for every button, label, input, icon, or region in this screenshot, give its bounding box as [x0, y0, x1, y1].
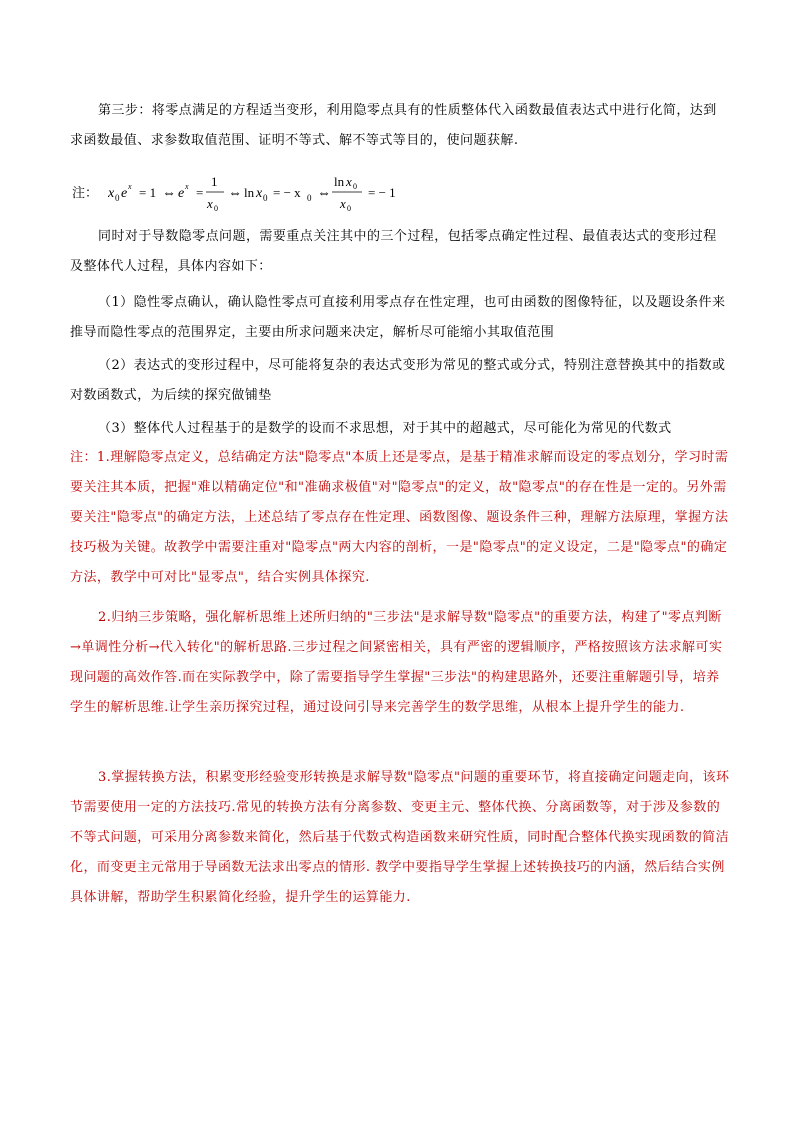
svg-text:e: e — [178, 186, 185, 201]
svg-text:1: 1 — [211, 174, 218, 189]
formula-note — [72, 170, 672, 214]
svg-text:= 1: = 1 — [139, 185, 157, 200]
paragraph-note-2: 2.归纳三步策略，强化解析思维上述所归纳的"三步法"是求解导数"隐零点"的重要方法，构建了"零点判断→单调性分析→代入转化"的解析思路.三步过程之间紧密相关，具有严密的逻辑顺序，严格按照该方法求解可实现问题的高效作答.而在实际教学中，除了需要指导学生掌握"三步法"的构建思路外，还要注重解题引导，培养学生的解析思维.让学生亲历探究过程，通过设问引导来完善学生的数学思维，从根本上提升学生的能力. — [70, 610, 723, 715]
formula-equation — [108, 170, 468, 214]
svg-text:0: 0 — [115, 193, 120, 203]
svg-text:⇔: ⇔ — [162, 186, 176, 201]
svg-text:0: 0 — [214, 204, 218, 213]
paragraph-item-3: （3）整体代人过程基于的是数学的设而不求思想，对于其中的超越式，尽可能化为常见的代数式 — [98, 421, 672, 436]
svg-text:x: x — [207, 196, 213, 211]
svg-text:x: x — [256, 186, 263, 201]
svg-text:x: x — [108, 186, 115, 201]
svg-text:= − x: = − x — [273, 185, 301, 200]
svg-text:⇔: ⇔ — [228, 186, 242, 201]
svg-text:x: x — [185, 182, 189, 191]
paragraph-item-2: （2）表达式的变形过程中，尽可能将复杂的表达式变形为常见的整式或分式，特别注意替换其中的指数或对数函数式，为后续的探究做铺垫 — [70, 358, 726, 403]
formula-label: 注： — [72, 186, 99, 201]
paragraph-item-1: （1）隐性零点确认，确认隐性零点可直接利用零点存在性定理，也可由函数的图像特征，以及题设条件来推导而隐性零点的范围界定，主要由所求问题来决定，解析尽可能缩小其取值范围 — [70, 295, 726, 340]
svg-text:0: 0 — [263, 193, 268, 203]
paragraph-intro: 同时对于导数隐零点问题，需要重点关注其中的三个过程，包括零点确定性过程、最值表达式的变形过程及整体代人过程，具体内容如下： — [70, 229, 717, 274]
svg-text:x: x — [340, 196, 346, 211]
svg-text:=: = — [196, 185, 204, 200]
svg-text:0: 0 — [307, 193, 312, 203]
paragraph-step3: 第三步：将零点满足的方程适当变形，利用隐零点具有的性质整体代入函数最值表达式中进行化简，达到求函数最值、求参数取值范围、证明不等式、解不等式等目的，使问题获解. — [70, 103, 717, 148]
svg-text:x: x — [346, 174, 352, 189]
svg-text:e: e — [121, 186, 128, 201]
svg-text:0: 0 — [347, 204, 351, 213]
svg-text:⇔: ⇔ — [317, 186, 331, 201]
svg-text:0: 0 — [353, 182, 357, 191]
paragraph-note-1: 注：1.理解隐零点定义，总结确定方法"隐零点"本质上还是零点，是基于精准求解而设定的零点划分，学习时需要关注其本质，把握"难以精确定位"和"准确求极值"对"隐零点"的定义，故"隐零点"的存在性是一定的。另外需要关注"隐零点"的确定方法，上述总结了零点存在性定理、函数图像、题设条件三种，理解方法原理，掌握方法技巧极为关键。故教学中需要注重对"隐零点"两大内容的剖析，一是"隐零点"的定义设定，二是"隐零点"的确定方法，教学中可对比"显零点"，结合实例具体探究. — [70, 450, 729, 585]
svg-text:ln: ln — [334, 174, 345, 189]
svg-text:ln: ln — [244, 185, 255, 200]
svg-text:x: x — [128, 182, 132, 191]
svg-text:= − 1: = − 1 — [368, 185, 396, 200]
paragraph-note-3: 3.掌握转换方法，积累变形经验变形转换是求解导数"隐零点"问题的重要环节，将直接确定问题走向，该环节需要使用一定的方法技巧.常见的转换方法有分离参数、变更主元、整体代换、分离函数等，对于涉及参数的不等式问题，可采用分离参数来简化，然后基于代数式构造函数来研究性质，同时配合整体代换实现函数的简洁化，而变更主元常用于导函数无法求出零点的情形. 教学中要指导学生掌握上述转换技巧的内涵，然后结合实例具体讲解，帮助学生积累简化经验，提升学生的运算能力. — [70, 770, 730, 905]
